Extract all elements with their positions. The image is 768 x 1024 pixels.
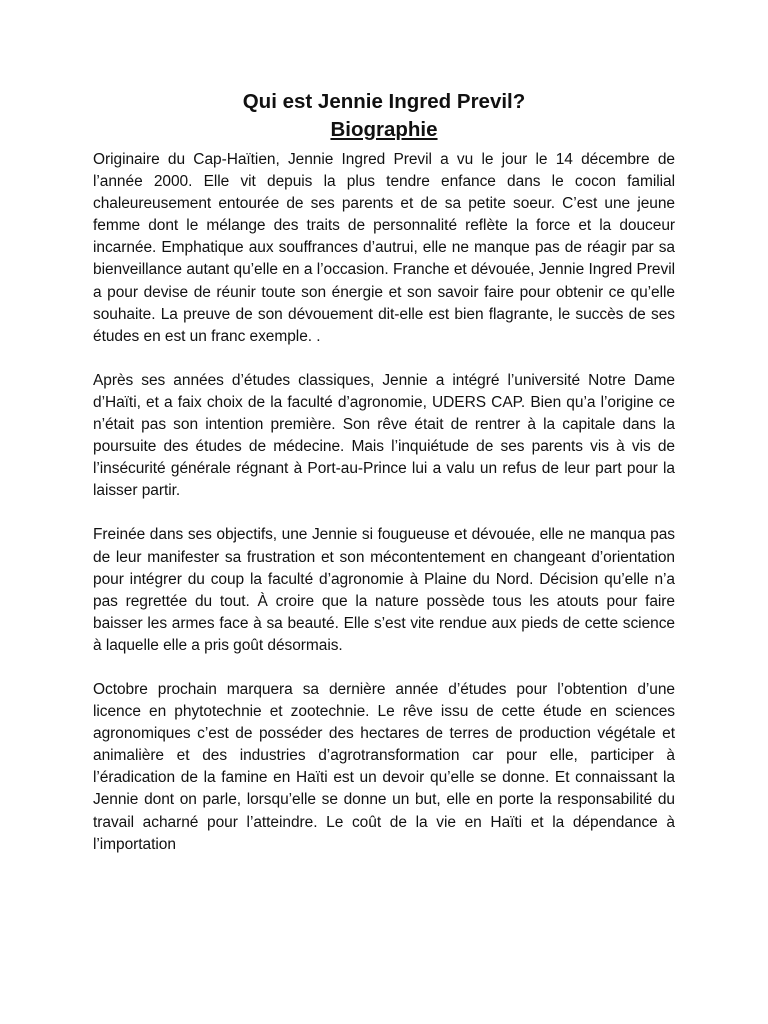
page-subtitle: Biographie — [330, 118, 438, 141]
paragraph-agronomy: Freinée dans ses objectifs, une Jennie si fougueuse et dévouée, elle ne manqua pas de leur manifester sa frustration et son mécontentement en changeant d’orientation pour intégrer du coup la faculté d’agronomie à Plaine du Nord. Décision qu’elle n’a pas regrettée du tout. À croire que la nature possède tous les atouts pour faire baisser les armes face à sa beauté. Elle s’est vite rendue aux pieds de cette science à laquelle elle a pris goût désormais. — [93, 526, 675, 654]
paragraph-studies: Après ses années d’études classiques, Jennie a intégré l’université Notre Dame d’Haïti, et a faix choix de la faculté d’agronomie, UDERS CAP. Bien qu’a l’origine ce n’était pas son intention première. Son rêve était de rentrer à la capitale dans la poursuite des études de médecine. Mais l’inquiétude de ses parents vis à vis de l’insécurité générale régnant à Port-au-Prince lui a valu un refus de leur part pour la laisser partir. — [93, 371, 675, 500]
paragraph-future: Octobre prochain marquera sa dernière année d’études pour l’obtention d’une licence en phytotechnie et zootechnie. Le rêve issu de cette étude en sciences agronomiques c’est de posséder des hectares de terres de production végétale et animalière et des industries d’agrotransformation car pour elle, participer à l’éradication de la famine en Haïti est un devoir qu’elle se donne. Et connaissant la Jennie dont on parle, lorsqu’elle se donne un but, elle en porte la responsabilité du travail acharné pour l’atteindre. Le coût de la vie en Haïti et la dépendance à l’importation — [93, 680, 675, 853]
document-page — [93, 88, 675, 856]
page-title: Qui est Jennie Ingred Previl? — [242, 90, 526, 113]
paragraph-origin: Originaire du Cap-Haïtien, Jennie Ingred Previl a vu le jour le 14 décembre de l’année 2000. Elle vit depuis la plus tendre enfance dans le cocon familial chaleureusement entourée de ses parents et de sa petite soeur. C’est une jeune femme dont le mélange des traits de personnalité reflète la force et la douceur incarnée. Emphatique aux souffrances d’autrui, elle ne manque pas de réagir par sa bienveillance autant qu’elle en a l’occasion. Franche et dévouée, Jennie Ingred Previl a pour devise de réunir toute son énergie et son savoir faire pour obtenir ce qu’elle souhaite. La preuve de son dévouement dit-elle est bien flagrante, le succès de ses études en est un franc exemple. . — [93, 151, 675, 345]
